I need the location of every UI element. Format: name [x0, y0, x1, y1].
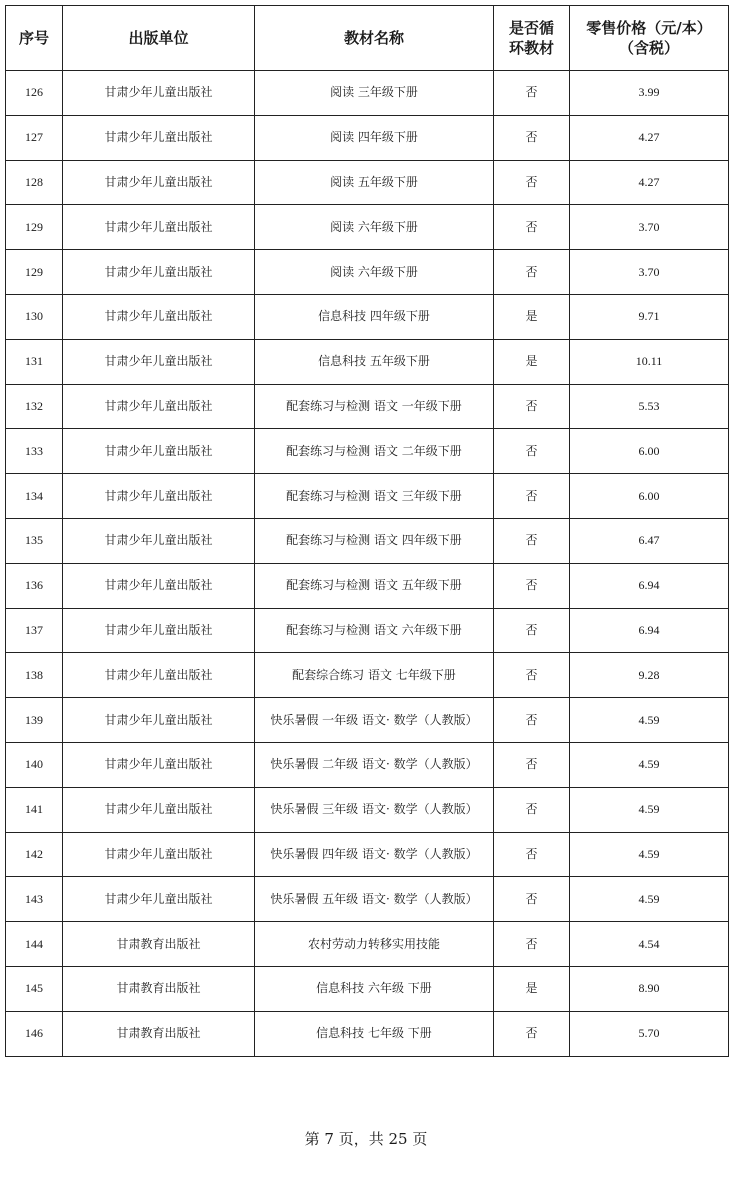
cell-title: 信息科技 六年级 下册 — [255, 966, 494, 1011]
cell-recycle: 否 — [494, 608, 570, 653]
table-row — [6, 160, 729, 205]
cell-recycle: 否 — [494, 1011, 570, 1056]
table-row — [6, 698, 729, 743]
cell-seq: 140 — [6, 742, 63, 787]
cell-title: 信息科技 五年级下册 — [255, 339, 494, 384]
cell-title: 信息科技 四年级下册 — [255, 294, 494, 339]
cell-price: 6.94 — [570, 563, 729, 608]
cell-recycle: 否 — [494, 474, 570, 519]
table-row — [6, 115, 729, 160]
cell-seq: 145 — [6, 966, 63, 1011]
cell-title: 农村劳动力转移实用技能 — [255, 922, 494, 967]
cell-recycle: 否 — [494, 160, 570, 205]
cell-seq: 126 — [6, 71, 63, 116]
cell-recycle: 否 — [494, 563, 570, 608]
cell-seq: 136 — [6, 563, 63, 608]
header-price-line1: 零售价格（元/本） — [586, 19, 712, 37]
cell-title: 快乐暑假 三年级 语文· 数学（人教版） — [255, 787, 494, 832]
cell-publisher: 甘肃少年儿童出版社 — [63, 71, 255, 116]
cell-price: 5.53 — [570, 384, 729, 429]
header-title: 教材名称 — [255, 6, 494, 71]
header-publisher: 出版单位 — [63, 6, 255, 71]
cell-price: 3.70 — [570, 250, 729, 295]
cell-seq: 134 — [6, 474, 63, 519]
table-row — [6, 474, 729, 519]
table-row — [6, 384, 729, 429]
cell-title: 配套练习与检测 语文 五年级下册 — [255, 563, 494, 608]
cell-recycle: 是 — [494, 339, 570, 384]
cell-price: 4.59 — [570, 832, 729, 877]
cell-recycle: 否 — [494, 653, 570, 698]
cell-price: 4.27 — [570, 115, 729, 160]
cell-recycle: 否 — [494, 429, 570, 474]
cell-publisher: 甘肃教育出版社 — [63, 922, 255, 967]
cell-publisher: 甘肃少年儿童出版社 — [63, 877, 255, 922]
cell-price: 6.47 — [570, 518, 729, 563]
cell-seq: 142 — [6, 832, 63, 877]
cell-recycle: 是 — [494, 966, 570, 1011]
cell-publisher: 甘肃少年儿童出版社 — [63, 653, 255, 698]
cell-recycle: 否 — [494, 205, 570, 250]
cell-seq: 130 — [6, 294, 63, 339]
cell-publisher: 甘肃少年儿童出版社 — [63, 698, 255, 743]
cell-recycle: 否 — [494, 384, 570, 429]
cell-price: 5.70 — [570, 1011, 729, 1056]
table-header-row — [6, 6, 729, 71]
cell-title: 快乐暑假 四年级 语文· 数学（人教版） — [255, 832, 494, 877]
table-row — [6, 71, 729, 116]
cell-price: 6.00 — [570, 474, 729, 519]
cell-title: 阅读 五年级下册 — [255, 160, 494, 205]
cell-publisher: 甘肃少年儿童出版社 — [63, 832, 255, 877]
cell-price: 6.94 — [570, 608, 729, 653]
table-row — [6, 787, 729, 832]
cell-recycle: 否 — [494, 250, 570, 295]
header-price-line2: （含税） — [618, 39, 679, 57]
cell-title: 信息科技 七年级 下册 — [255, 1011, 494, 1056]
cell-title: 阅读 六年级下册 — [255, 205, 494, 250]
cell-publisher: 甘肃少年儿童出版社 — [63, 250, 255, 295]
cell-price: 4.59 — [570, 877, 729, 922]
header-recycle-line1: 是否循 — [508, 19, 554, 37]
cell-title: 配套综合练习 语文 七年级下册 — [255, 653, 494, 698]
cell-publisher: 甘肃少年儿童出版社 — [63, 429, 255, 474]
cell-seq: 131 — [6, 339, 63, 384]
cell-recycle: 否 — [494, 698, 570, 743]
cell-price: 8.90 — [570, 966, 729, 1011]
cell-title: 配套练习与检测 语文 二年级下册 — [255, 429, 494, 474]
table-row — [6, 877, 729, 922]
cell-price: 4.27 — [570, 160, 729, 205]
table-row — [6, 339, 729, 384]
cell-price: 9.71 — [570, 294, 729, 339]
cell-publisher: 甘肃少年儿童出版社 — [63, 205, 255, 250]
cell-publisher: 甘肃少年儿童出版社 — [63, 608, 255, 653]
table-row — [6, 250, 729, 295]
cell-publisher: 甘肃少年儿童出版社 — [63, 474, 255, 519]
cell-seq: 141 — [6, 787, 63, 832]
cell-publisher: 甘肃少年儿童出版社 — [63, 160, 255, 205]
table-row — [6, 563, 729, 608]
cell-title: 配套练习与检测 语文 六年级下册 — [255, 608, 494, 653]
cell-seq: 135 — [6, 518, 63, 563]
cell-price: 9.28 — [570, 653, 729, 698]
cell-title: 阅读 六年级下册 — [255, 250, 494, 295]
textbook-price-table — [5, 5, 729, 1057]
cell-publisher: 甘肃教育出版社 — [63, 1011, 255, 1056]
cell-price: 3.99 — [570, 71, 729, 116]
cell-title: 阅读 四年级下册 — [255, 115, 494, 160]
table-row — [6, 832, 729, 877]
cell-publisher: 甘肃少年儿童出版社 — [63, 787, 255, 832]
cell-recycle: 否 — [494, 832, 570, 877]
header-seq: 序号 — [6, 6, 63, 71]
cell-price: 4.54 — [570, 922, 729, 967]
table-row — [6, 205, 729, 250]
cell-publisher: 甘肃少年儿童出版社 — [63, 115, 255, 160]
table-row — [6, 608, 729, 653]
cell-seq: 133 — [6, 429, 63, 474]
cell-title: 配套练习与检测 语文 四年级下册 — [255, 518, 494, 563]
cell-price: 10.11 — [570, 339, 729, 384]
cell-publisher: 甘肃教育出版社 — [63, 966, 255, 1011]
cell-title: 快乐暑假 一年级 语文· 数学（人教版） — [255, 698, 494, 743]
cell-recycle: 否 — [494, 115, 570, 160]
cell-recycle: 否 — [494, 742, 570, 787]
cell-seq: 129 — [6, 250, 63, 295]
cell-seq: 143 — [6, 877, 63, 922]
cell-recycle: 是 — [494, 294, 570, 339]
table-row — [6, 1011, 729, 1056]
cell-price: 3.70 — [570, 205, 729, 250]
cell-recycle: 否 — [494, 922, 570, 967]
cell-publisher: 甘肃少年儿童出版社 — [63, 518, 255, 563]
cell-seq: 132 — [6, 384, 63, 429]
cell-publisher: 甘肃少年儿童出版社 — [63, 384, 255, 429]
cell-seq: 144 — [6, 922, 63, 967]
cell-seq: 127 — [6, 115, 63, 160]
table-row — [6, 922, 729, 967]
cell-seq: 129 — [6, 205, 63, 250]
cell-recycle: 否 — [494, 71, 570, 116]
cell-seq: 146 — [6, 1011, 63, 1056]
cell-price: 6.00 — [570, 429, 729, 474]
table-row — [6, 653, 729, 698]
cell-title: 快乐暑假 二年级 语文· 数学（人教版） — [255, 742, 494, 787]
cell-publisher: 甘肃少年儿童出版社 — [63, 294, 255, 339]
table-row — [6, 518, 729, 563]
cell-seq: 139 — [6, 698, 63, 743]
header-recycle-line2: 环教材 — [508, 39, 554, 57]
cell-seq: 137 — [6, 608, 63, 653]
page-number: 第 7 页，共 25 页 — [304, 1130, 428, 1148]
cell-recycle: 否 — [494, 877, 570, 922]
cell-seq: 128 — [6, 160, 63, 205]
cell-seq: 138 — [6, 653, 63, 698]
cell-title: 配套练习与检测 语文 一年级下册 — [255, 384, 494, 429]
table-row — [6, 966, 729, 1011]
cell-price: 4.59 — [570, 698, 729, 743]
cell-publisher: 甘肃少年儿童出版社 — [63, 339, 255, 384]
cell-price: 4.59 — [570, 787, 729, 832]
table-row — [6, 742, 729, 787]
header-recycle — [494, 6, 570, 71]
table-body — [6, 71, 729, 1057]
cell-recycle: 否 — [494, 518, 570, 563]
cell-title: 快乐暑假 五年级 语文· 数学（人教版） — [255, 877, 494, 922]
table-row — [6, 429, 729, 474]
header-price — [570, 6, 729, 71]
cell-title: 配套练习与检测 语文 三年级下册 — [255, 474, 494, 519]
cell-title: 阅读 三年级下册 — [255, 71, 494, 116]
table-row — [6, 294, 729, 339]
cell-publisher: 甘肃少年儿童出版社 — [63, 742, 255, 787]
cell-price: 4.59 — [570, 742, 729, 787]
cell-recycle: 否 — [494, 787, 570, 832]
cell-publisher: 甘肃少年儿童出版社 — [63, 563, 255, 608]
